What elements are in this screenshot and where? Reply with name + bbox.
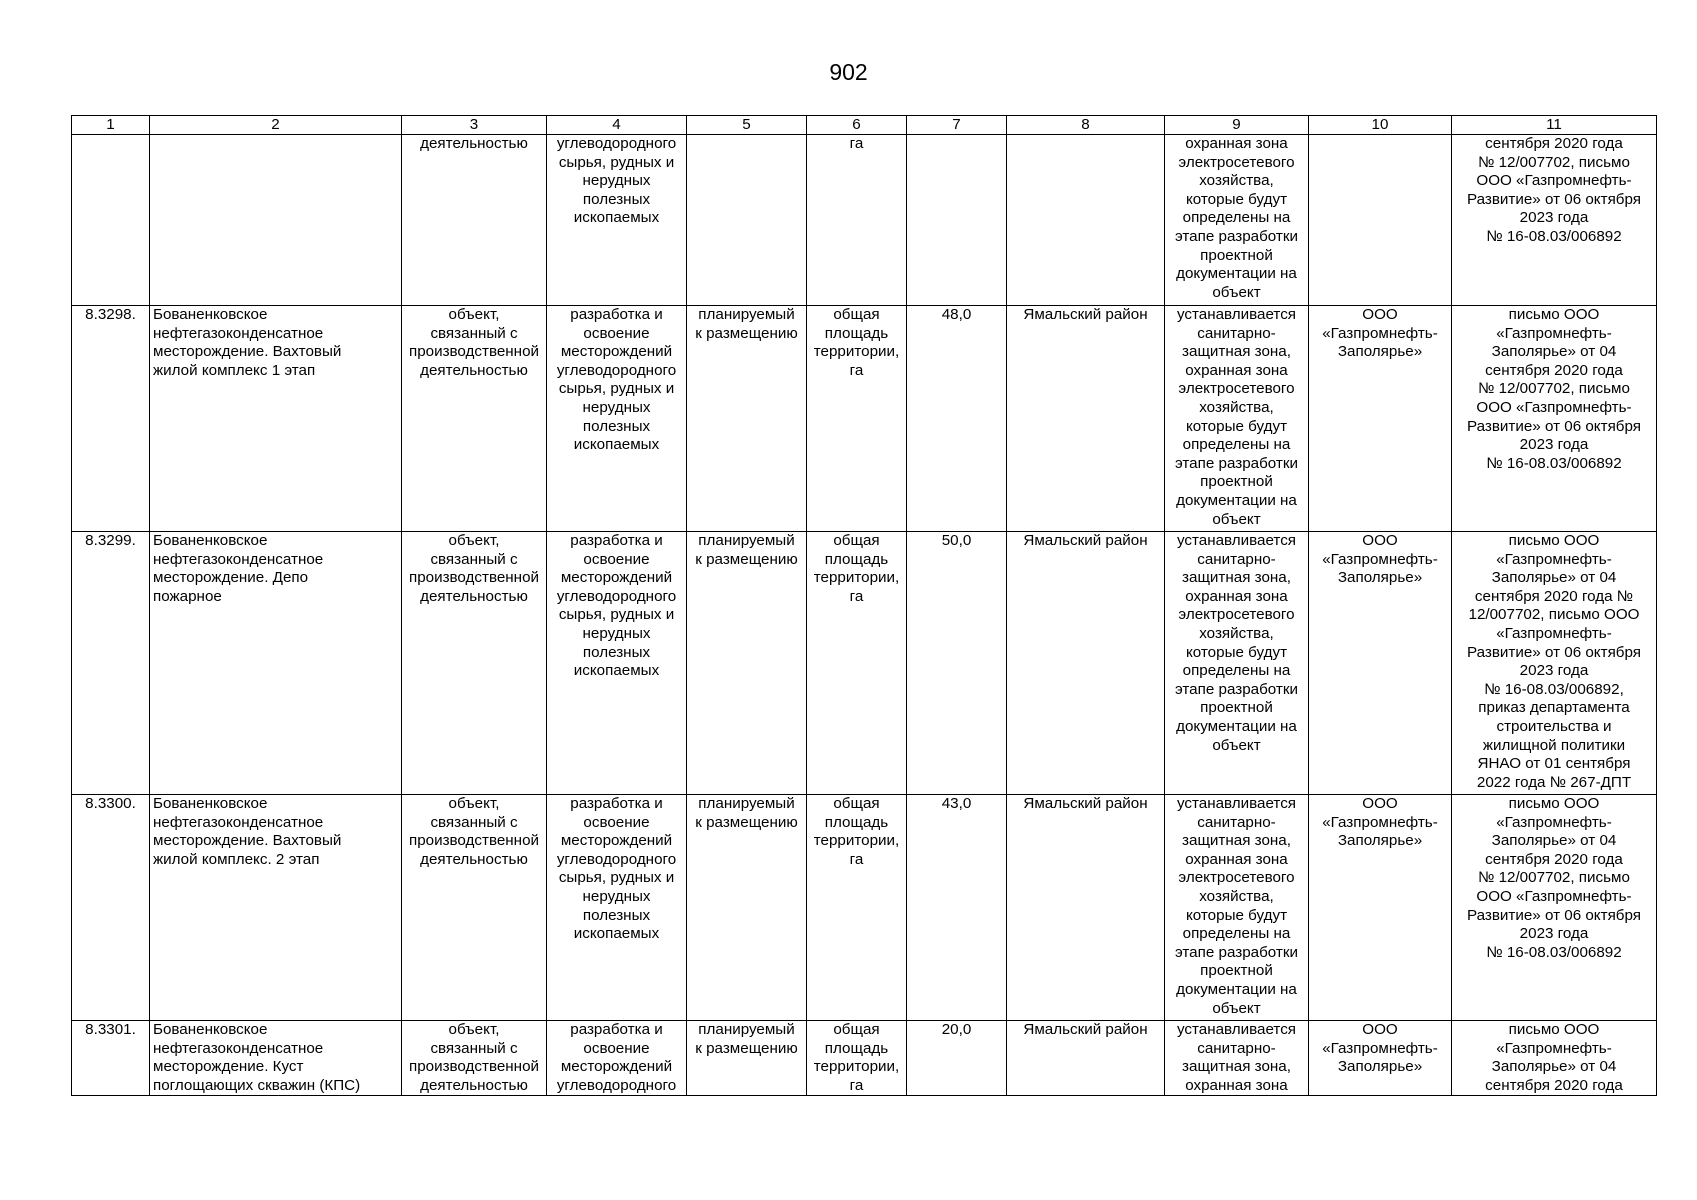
column-header: 1	[72, 116, 150, 135]
zone-cell: устанавливается санитарно- защитная зона, охранная зона электросетевого хозяйства, которые будут определены на этапе разработки проектной документации на объект	[1165, 306, 1309, 532]
zone-cell: устанавливается санитарно- защитная зона, охранная зона электросетевого хозяйства, которые будут определены на этапе разработки проектной документации на объект	[1165, 532, 1309, 795]
basis-cell: письмо ООО «Газпромнефть- Заполярье» от 04 сентября 2020 года № 12/007702, письмо ООО «Газпромнефть- Развитие» от 06 октября 2023 года № 16-08.03/006892	[1452, 795, 1657, 1021]
status-cell: планируемый к размещению	[687, 1021, 807, 1096]
characteristic-cell: общая площадь территории, га	[807, 1021, 907, 1096]
header-row	[72, 116, 1657, 135]
object-type-cell: объект, связанный с производственной деятельностью	[402, 532, 547, 795]
organization-cell: ООО «Газпромнефть- Заполярье»	[1309, 306, 1452, 532]
column-header: 9	[1165, 116, 1309, 135]
status-cell: планируемый к размещению	[687, 306, 807, 532]
location-cell: Ямальский район	[1007, 1021, 1165, 1096]
object-type-cell: деятельностью	[402, 135, 547, 306]
organization-cell: ООО «Газпромнефть- Заполярье»	[1309, 532, 1452, 795]
purpose-cell: разработка и освоение месторождений углеводородного сырья, рудных и нерудных полезных ископаемых	[547, 306, 687, 532]
object-type-cell: объект, связанный с производственной деятельностью	[402, 306, 547, 532]
characteristic-cell: общая площадь территории, га	[807, 306, 907, 532]
table-row	[72, 1021, 1657, 1096]
characteristic-cell: общая площадь территории, га	[807, 532, 907, 795]
status-cell	[687, 135, 807, 306]
status-cell: планируемый к размещению	[687, 795, 807, 1021]
row-number-cell	[72, 135, 150, 306]
location-cell: Ямальский район	[1007, 795, 1165, 1021]
basis-cell: письмо ООО «Газпромнефть- Заполярье» от 04 сентября 2020 года № 12/007702, письмо ООО «Газпромнефть- Развитие» от 06 октября 2023 года № 16-08.03/006892	[1452, 306, 1657, 532]
column-header: 6	[807, 116, 907, 135]
page-number: 902	[829, 59, 868, 85]
object-name-cell	[150, 135, 402, 306]
organization-cell	[1309, 135, 1452, 306]
basis-cell: сентября 2020 года № 12/007702, письмо ООО «Газпромнефть- Развитие» от 06 октября 2023 года № 16-08.03/006892	[1452, 135, 1657, 306]
column-header: 3	[402, 116, 547, 135]
organization-cell: ООО «Газпромнефть- Заполярье»	[1309, 1021, 1452, 1096]
basis-cell: письмо ООО «Газпромнефть- Заполярье» от 04 сентября 2020 года	[1452, 1021, 1657, 1096]
object-type-cell: объект, связанный с производственной деятельностью	[402, 1021, 547, 1096]
status-cell: планируемый к размещению	[687, 532, 807, 795]
zone-cell: охранная зона электросетевого хозяйства, которые будут определены на этапе разработки проектной документации на объект	[1165, 135, 1309, 306]
column-header: 5	[687, 116, 807, 135]
table-row	[72, 306, 1657, 532]
row-number-cell: 8.3301.	[72, 1021, 150, 1096]
object-name-cell: Бованенковское нефтегазоконденсатное месторождение. Вахтовый жилой комплекс 1 этап	[150, 306, 402, 532]
value-cell: 48,0	[907, 306, 1007, 532]
column-header: 8	[1007, 116, 1165, 135]
characteristic-cell: га	[807, 135, 907, 306]
table-row	[72, 532, 1657, 795]
value-cell	[907, 135, 1007, 306]
zone-cell: устанавливается санитарно- защитная зона, охранная зона электросетевого хозяйства, которые будут определены на этапе разработки проектной документации на объект	[1165, 795, 1309, 1021]
characteristic-cell: общая площадь территории, га	[807, 795, 907, 1021]
object-name-cell: Бованенковское нефтегазоконденсатное месторождение. Депо пожарное	[150, 532, 402, 795]
purpose-cell: разработка и освоение месторождений углеводородного сырья, рудных и нерудных полезных ископаемых	[547, 795, 687, 1021]
row-number-cell: 8.3298.	[72, 306, 150, 532]
row-number-cell: 8.3299.	[72, 532, 150, 795]
location-cell: Ямальский район	[1007, 306, 1165, 532]
object-name-cell: Бованенковское нефтегазоконденсатное месторождение. Вахтовый жилой комплекс. 2 этап	[150, 795, 402, 1021]
object-type-cell: объект, связанный с производственной деятельностью	[402, 795, 547, 1021]
location-cell: Ямальский район	[1007, 532, 1165, 795]
location-cell	[1007, 135, 1165, 306]
value-cell: 20,0	[907, 1021, 1007, 1096]
purpose-cell: углеводородного сырья, рудных и нерудных полезных ископаемых	[547, 135, 687, 306]
column-header: 11	[1452, 116, 1657, 135]
column-header: 7	[907, 116, 1007, 135]
row-number-cell: 8.3300.	[72, 795, 150, 1021]
basis-cell: письмо ООО «Газпромнефть- Заполярье» от 04 сентября 2020 года № 12/007702, письмо ООО «Газпромнефть- Развитие» от 06 октября 2023 года № 16-08.03/006892, приказ департамента строительства и жилищной политики ЯНАО от 01 сентября 2022 года № 267-ДПТ	[1452, 532, 1657, 795]
purpose-cell: разработка и освоение месторождений углеводородного сырья, рудных и нерудных полезных ископаемых	[547, 532, 687, 795]
column-header: 10	[1309, 116, 1452, 135]
value-cell: 50,0	[907, 532, 1007, 795]
column-header: 4	[547, 116, 687, 135]
value-cell: 43,0	[907, 795, 1007, 1021]
continuation-row	[72, 135, 1657, 306]
purpose-cell: разработка и освоение месторождений углеводородного	[547, 1021, 687, 1096]
object-name-cell: Бованенковское нефтегазоконденсатное месторождение. Куст поглощающих скважин (КПС)	[150, 1021, 402, 1096]
document-table	[71, 115, 1657, 1096]
table-row	[72, 795, 1657, 1021]
column-header: 2	[150, 116, 402, 135]
organization-cell: ООО «Газпромнефть- Заполярье»	[1309, 795, 1452, 1021]
zone-cell: устанавливается санитарно- защитная зона, охранная зона	[1165, 1021, 1309, 1096]
